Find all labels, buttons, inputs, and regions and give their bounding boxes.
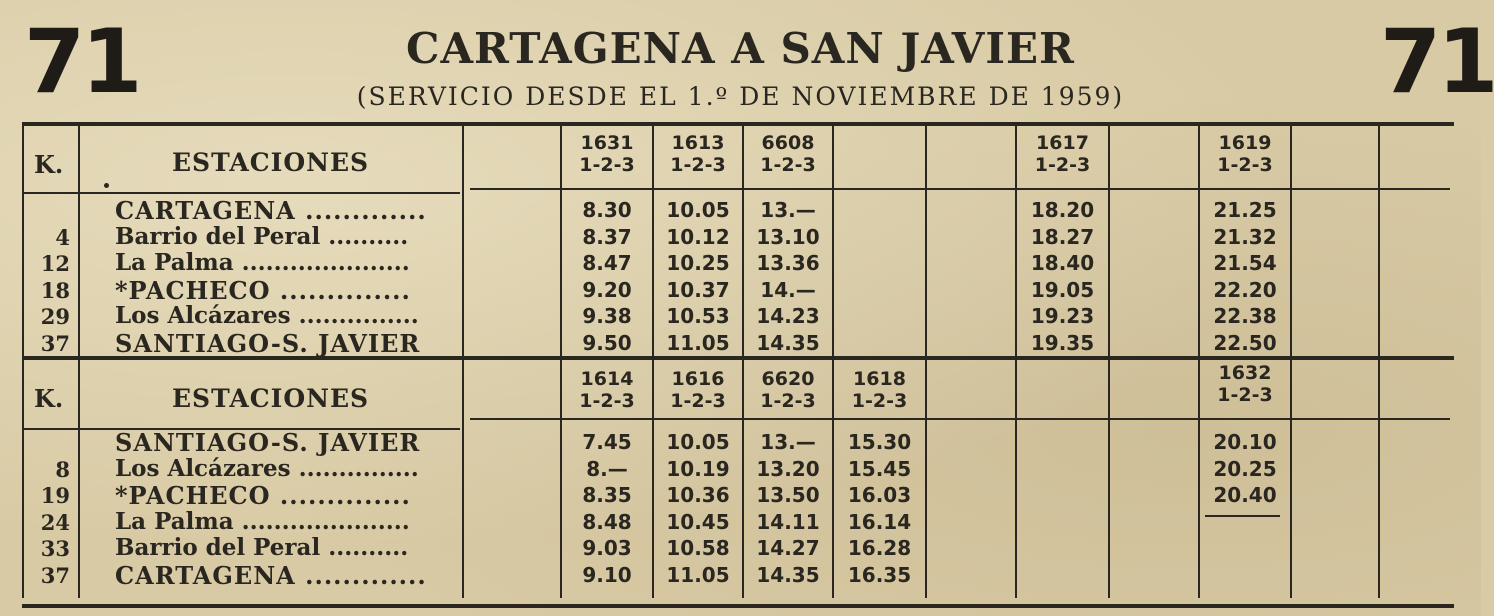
departure-time: 19.35 <box>1030 330 1095 355</box>
departure-time: 10.19 <box>666 456 730 481</box>
departure-time: 20.40 <box>1213 483 1277 507</box>
rule-col6 <box>1015 126 1017 598</box>
station-name: Barrio del Peral .......... <box>115 222 409 250</box>
rule-col10 <box>1378 126 1380 598</box>
departure-time: 9.10 <box>582 562 632 587</box>
train-class: 1-2-3 <box>579 154 635 176</box>
rule-left <box>22 126 24 598</box>
departure-time: 13.50 <box>756 483 820 507</box>
header-rule-top <box>24 192 460 194</box>
station-name: Los Alcázares ............... <box>115 302 419 329</box>
station-name: CARTAGENA ............. <box>115 560 427 590</box>
departure-time: 8.30 <box>582 198 632 222</box>
departure-time: 9.03 <box>582 536 632 560</box>
km-value: 37 <box>40 562 70 588</box>
km-value: 19 <box>40 483 70 508</box>
departure-time: 8.37 <box>582 224 632 249</box>
page-subtitle: (SERVICIO DESDE EL 1.º DE NOVIEMBRE DE 1959) <box>356 82 1125 111</box>
departure-time: 10.12 <box>666 224 730 249</box>
train-header <box>1200 362 1290 406</box>
km-value: 33 <box>40 536 70 561</box>
departure-time: 22.50 <box>1213 330 1277 355</box>
station-name: *PACHECO .............. <box>115 275 411 305</box>
train-number: 6620 <box>761 368 815 390</box>
departure-time: 10.58 <box>666 536 730 560</box>
end-rule-1632 <box>1205 515 1280 517</box>
km-header-inbound: K. <box>34 384 64 413</box>
train-number: 1613 <box>671 132 725 154</box>
train-header <box>834 368 925 412</box>
km-value: 18 <box>40 277 70 303</box>
km-value: 4 <box>55 224 70 250</box>
train-header <box>562 368 652 412</box>
rule-km <box>78 126 80 598</box>
train-class: 1-2-3 <box>1217 384 1273 406</box>
station-name: La Palma ..................... <box>115 507 410 535</box>
departure-time: 15.30 <box>847 430 912 454</box>
train-number: 1632 <box>1218 362 1272 384</box>
departure-time: 14.35 <box>756 330 820 355</box>
stations-header-outbound: ESTACIONES <box>172 148 370 177</box>
km-value: 24 <box>40 509 70 535</box>
departure-time: 13.10 <box>756 224 820 249</box>
departure-time: 10.36 <box>666 483 730 507</box>
train-number: 1619 <box>1218 132 1272 154</box>
departure-time: 20.10 <box>1213 430 1277 454</box>
departure-time: 14.35 <box>756 562 820 587</box>
departure-time: 16.03 <box>847 483 912 507</box>
departure-time: 7.45 <box>582 430 632 454</box>
station-name: Barrio del Peral .......... <box>115 534 409 561</box>
station-name: CARTAGENA ............. <box>115 196 427 225</box>
line-number-right: 71 <box>1380 10 1494 113</box>
train-header <box>654 132 742 176</box>
train-class: 1-2-3 <box>1217 154 1273 176</box>
departure-time: 16.35 <box>847 562 912 587</box>
departure-time: 15.45 <box>847 456 912 481</box>
rule-stations <box>462 126 464 598</box>
train-header-rule-bottom <box>470 418 1450 420</box>
train-number: 1616 <box>671 368 725 390</box>
departure-time: 10.25 <box>666 251 730 275</box>
departure-time: 21.25 <box>1213 198 1277 222</box>
line-number-left: 71 <box>24 10 139 113</box>
train-header-rule-top <box>470 188 1450 190</box>
departure-time: 18.27 <box>1030 224 1095 249</box>
station-name: Los Alcázares ............... <box>115 454 419 482</box>
departure-time: 10.05 <box>666 198 730 222</box>
departure-time: 8.35 <box>582 483 632 507</box>
stations-header-inbound: ESTACIONES <box>172 384 370 413</box>
departure-time: 9.38 <box>582 304 632 328</box>
departure-time: 8.48 <box>582 509 632 534</box>
departure-time: 13.36 <box>756 251 820 275</box>
departure-time: 16.14 <box>847 509 912 534</box>
departure-time: 10.37 <box>666 277 730 302</box>
departure-time: 13.— <box>760 198 816 222</box>
rule-col7 <box>1108 126 1110 598</box>
page-title: CARTAGENA A SAN JAVIER <box>406 24 1075 73</box>
train-number: 1631 <box>580 132 634 154</box>
train-class: 1-2-3 <box>579 390 635 412</box>
departure-time: 13.— <box>760 430 816 454</box>
departure-time: 18.20 <box>1030 198 1095 222</box>
km-value: 37 <box>40 330 70 356</box>
km-header-outbound: K. <box>34 150 64 179</box>
departure-time: 8.— <box>586 456 628 481</box>
train-header <box>654 368 742 412</box>
departure-time: 11.05 <box>666 330 730 355</box>
rule-col9 <box>1290 126 1292 598</box>
departure-time: 8.47 <box>582 251 632 275</box>
departure-time: 19.05 <box>1030 277 1095 302</box>
departure-time: 10.53 <box>666 304 730 328</box>
departure-time: 11.05 <box>666 562 730 587</box>
train-number: 6608 <box>761 132 815 154</box>
departure-time: 21.32 <box>1213 224 1277 249</box>
departure-time: 9.20 <box>582 277 632 302</box>
station-name: SANTIAGO-S. JAVIER <box>115 428 421 457</box>
train-class: 1-2-3 <box>670 154 726 176</box>
train-header <box>1200 132 1290 176</box>
departure-time: 14.23 <box>756 304 820 328</box>
departure-time: 14.27 <box>756 536 820 560</box>
station-name: SANTIAGO-S. JAVIER <box>115 328 421 358</box>
train-number: 1617 <box>1036 132 1089 154</box>
departure-time: 22.20 <box>1213 277 1277 302</box>
train-class: 1-2-3 <box>670 390 726 412</box>
departure-time: 14.11 <box>756 509 820 534</box>
station-name: *PACHECO .............. <box>115 481 411 510</box>
train-header <box>562 132 652 176</box>
train-number: 1614 <box>580 368 634 390</box>
departure-time: 10.45 <box>666 509 730 534</box>
print-dot <box>104 183 109 188</box>
rule-col5 <box>925 126 927 598</box>
train-class: 1-2-3 <box>1034 154 1091 176</box>
departure-time: 18.40 <box>1030 251 1095 275</box>
departure-time: 9.50 <box>582 330 632 355</box>
departure-time: 16.28 <box>847 536 912 560</box>
departure-time: 19.23 <box>1030 304 1095 328</box>
departure-time: 20.25 <box>1213 456 1277 481</box>
km-value: 29 <box>40 304 70 329</box>
departure-time: 10.05 <box>666 430 730 454</box>
km-value: 12 <box>40 251 70 276</box>
departure-time: 14.— <box>760 277 816 302</box>
train-header <box>744 132 832 176</box>
train-class: 1-2-3 <box>760 390 816 412</box>
train-number: 1618 <box>853 368 906 390</box>
train-class: 1-2-3 <box>851 390 908 412</box>
km-value: 8 <box>55 456 70 482</box>
train-header <box>744 368 832 412</box>
departure-time: 13.20 <box>756 456 820 481</box>
departure-time: 21.54 <box>1213 251 1277 275</box>
departure-time: 22.38 <box>1213 304 1277 328</box>
train-class: 1-2-3 <box>760 154 816 176</box>
train-header <box>1017 132 1108 176</box>
station-name: La Palma ..................... <box>115 249 410 276</box>
